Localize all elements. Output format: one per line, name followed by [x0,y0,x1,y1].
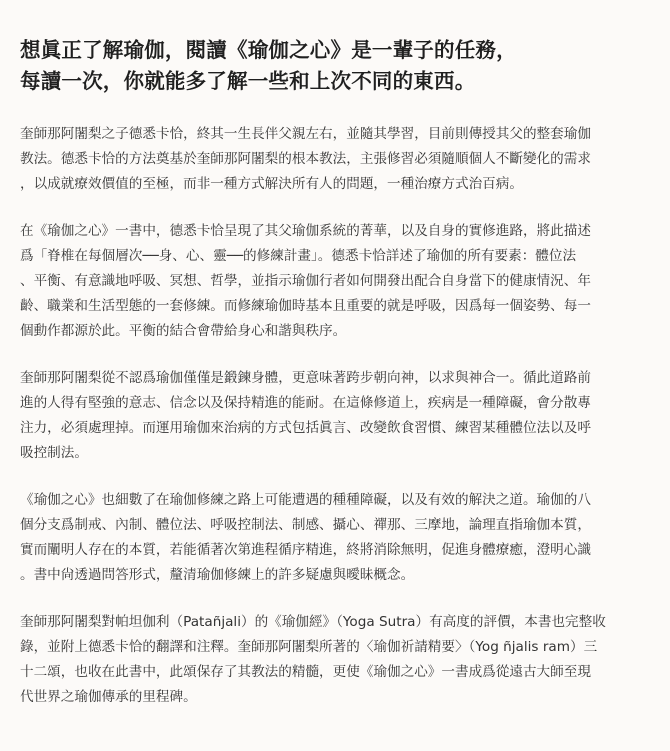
paragraph-line: 、平衡、有意識地呼吸、冥想、哲學，並指示瑜伽行者如何開發出配合自身當下的健康情況、年 [20,273,591,289]
paragraph-line: 注力，必須處理掉。而運用瑜伽來治病的方式包括眞言、改變飲食習慣、練習某種體位法以及呼 [20,420,591,436]
paragraph-line: 奎師那阿闍梨從不認爲瑜伽僅僅是鍛鍊身體，更意味著跨步朝向神，以求與神合一。循此道路前 [20,370,591,386]
paragraph-line: 奎師那阿闍梨對帕坦伽利（Patañjali）的《瑜伽經》（Yoga Sutra）有高度的評價，本書也完整收 [20,614,606,630]
paragraph-line: 個分支爲制戒、內制、體位法、呼吸控制法、制感、攝心、禪那、三摩地，論理直指瑜伽本質， [20,517,591,533]
paragraph-line: ，以成就療效價值的至極，而非一種方式解決所有人的問題，一種治療方式治百病。 [20,176,523,192]
paragraph-line: 十二頌，也收在此書中，此頌保存了其教法的精髓，更使《瑜伽之心》一書成爲從遠古大師至現 [20,664,591,680]
paragraph-line: 齡、職業和生活型態的一套修練。而修練瑜伽時基本且重要的就是呼吸，因爲每一個姿勢、每一 [20,298,591,314]
paragraph-line: 個動作都源於此。平衡的結合會帶給身心和諧與秩序。 [20,323,347,339]
paragraph-line: 爲「脊椎在每個層次──身、心、靈──的修練計畫」。德悉卡恰詳述了瑜伽的所有要素：體位法 [20,248,577,264]
article-body [20,122,660,732]
paragraph-line: 實而闡明人存在的本質，若能循著次第進程循序精進，終將消除無明，促進身體療癒，澄明心識 [20,542,591,558]
paragraph-line: 教法。德悉卡恰的方法奠基於奎師那阿闍梨的根本教法，主張修習必須隨順個人不斷變化的需求 [20,151,591,167]
paragraph-2 [20,219,660,344]
paragraph-line: 代世界之瑜伽傳承的里程碑。 [20,689,197,705]
paragraph-line: 錄，並附上德悉卡恰的翻譯和注釋。奎師那阿闍梨所著的〈瑜伽祈請精要〉（Yog ñjalis ram）三 [20,639,598,655]
paragraph-line: 在《瑜伽之心》一書中，德悉卡恰呈現了其父瑜伽系統的菁華，以及自身的實修進路，將此描述 [20,223,591,239]
headline [20,35,650,97]
paragraph-4 [20,488,660,588]
paragraph-1 [20,122,660,197]
paragraph-line: 《瑜伽之心》也細數了在瑜伽修練之路上可能遭遇的種種障礙，以及有效的解決之道。瑜伽的八 [20,492,591,508]
paragraph-line: 。書中尙透過問答形式，釐清瑜伽修練上的許多疑慮與曖昧概念。 [20,567,415,583]
paragraph-5 [20,610,660,710]
headline-line-1: 想眞正了解瑜伽，閱讀《瑜伽之心》是一輩子的任務， [20,38,517,62]
paragraph-line: 奎師那阿闍梨之子德悉卡恰，終其一生長伴父親左右，並隨其學習，目前則傳授其父的整套瑜伽 [20,126,591,142]
paragraph-3 [20,366,660,466]
paragraph-line: 進的人得有堅強的意志、信念以及保持精進的能耐。在這條修道上，疾病是一種障礙，會分散專 [20,395,591,411]
headline-line-2: 每讀一次，你就能多了解一些和上次不同的東西。 [20,69,476,93]
paragraph-line: 吸控制法。 [20,445,88,461]
